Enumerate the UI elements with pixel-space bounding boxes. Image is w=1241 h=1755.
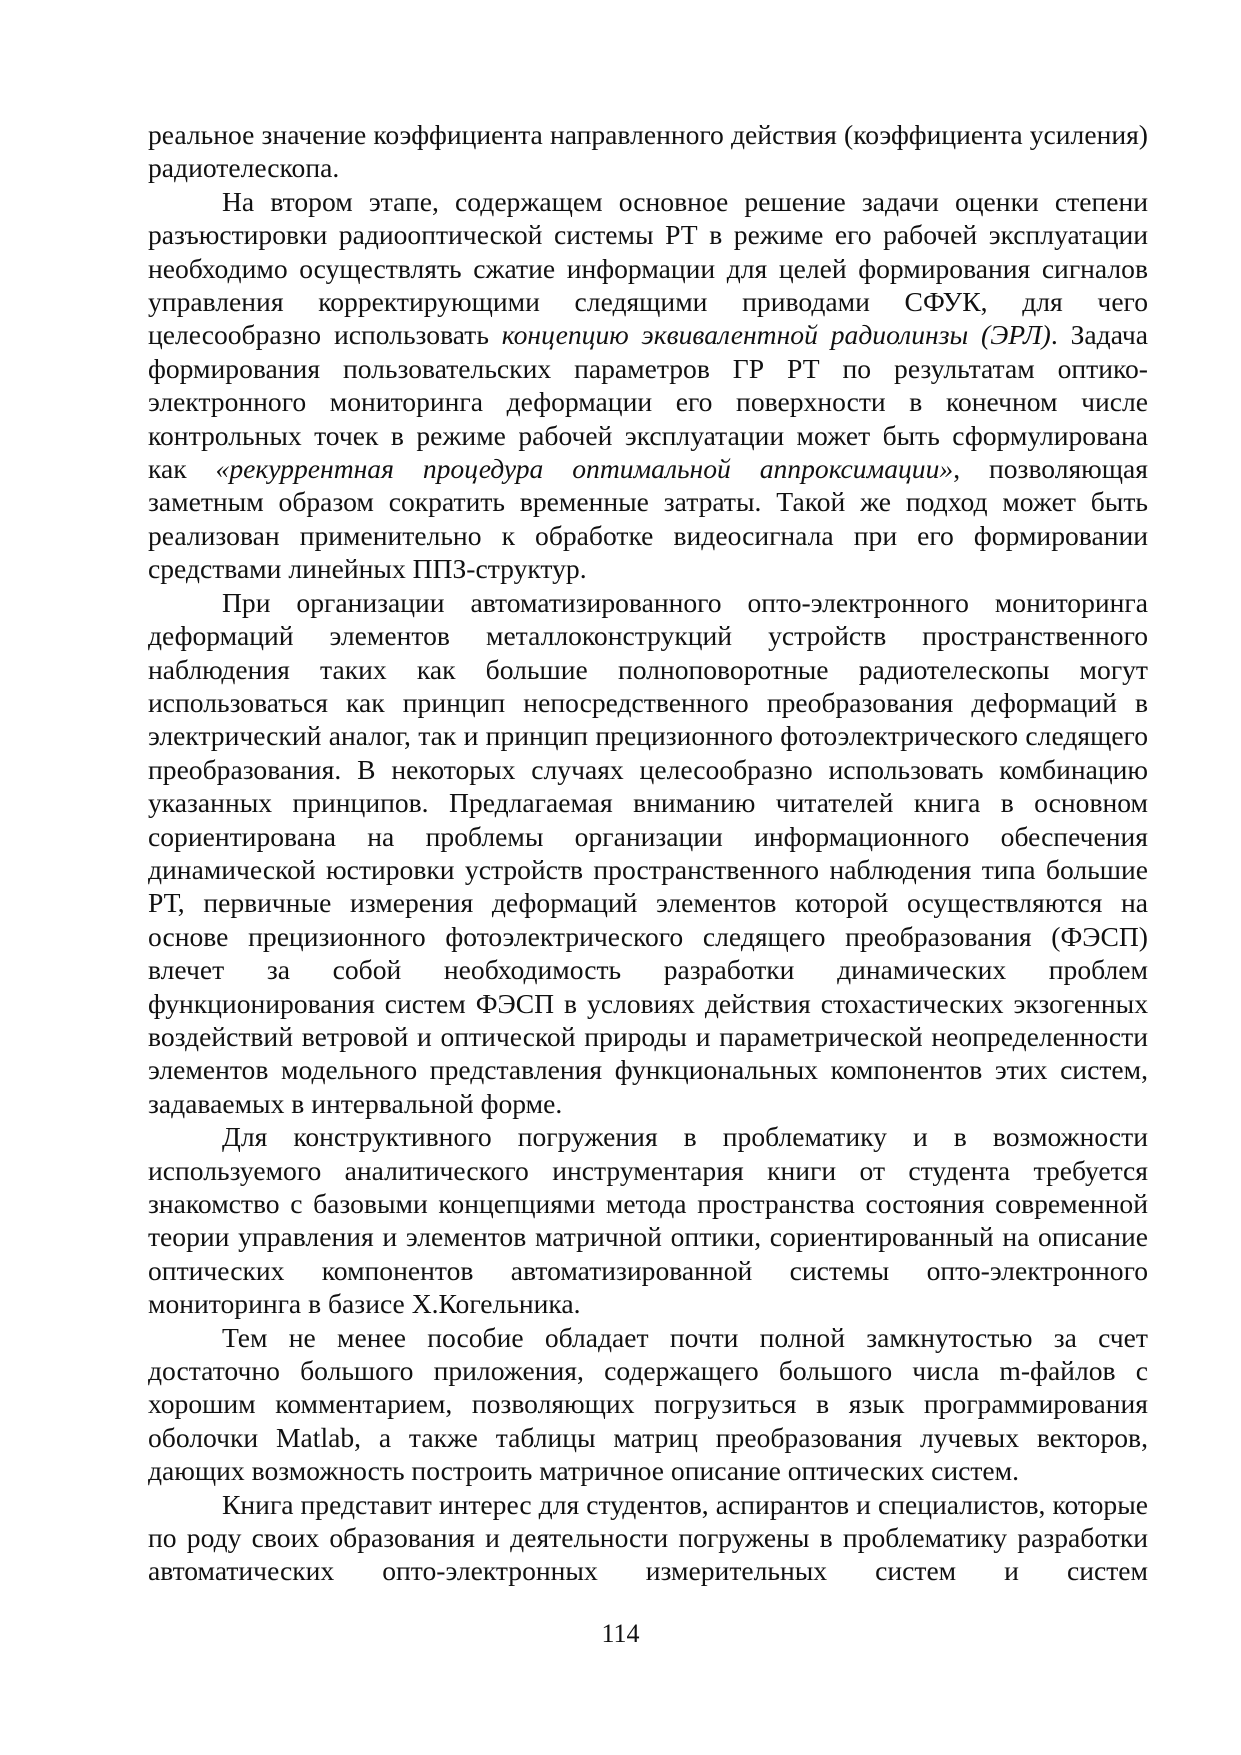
text-run: Книга представит интерес для студентов, аспирантов и специалистов, которые по роду своих образования и деятельности погружены в проблематику разработки автоматических опто-электронных измерительных систем и систем — [148, 1488, 1148, 1587]
paragraph-5 — [148, 1321, 1148, 1488]
text-run: Для конструктивного погружения в проблематику и в возможности используемого аналитического инструментария книги от студента требуется знакомство с базовыми концепциями метода пространства состояния современной теории управления и элементов матричной оптики, сориентированный на описание оптических компонентов автоматизированной системы опто-электронного мониторинга в базисе Х.Когельника. — [148, 1121, 1148, 1320]
text-run: Тем не менее пособие обладает почти полной замкнутостью за счет достаточно большого приложения, содержащего большого числа m-файлов с хорошим комментарием, позволяющих погрузиться в язык программирования оболочки Matlab, а также таблицы матриц преобразования лучевых векторов, дающих возможность построить матричное описание оптических систем. — [148, 1321, 1148, 1487]
paragraph-1 — [148, 118, 1148, 185]
text-run: . Задача формирования пользовательских параметров ГР РТ по результатам оптико-электронного мониторинга деформации его поверхности в конечном числе контрольных точек в режиме рабочей эксплуатации может быть сформулирована как — [148, 319, 1148, 485]
italic-term: «рекуррентная процедура оптимальной аппроксимации» — [215, 453, 954, 485]
text-run: реальное значение коэффициента направленного действия (коэффициента усиления) радиотелескопа. — [148, 119, 1148, 184]
paragraph-4 — [148, 1120, 1148, 1320]
paragraph-2 — [148, 185, 1148, 586]
page-number: 114 — [601, 1619, 640, 1648]
paragraph-6 — [148, 1488, 1148, 1588]
page-body — [148, 118, 1148, 1588]
italic-term: концепцию эквивалентной радиолинзы (ЭРЛ) — [501, 319, 1051, 351]
text-run: При организации автоматизированного опто-электронного мониторинга деформаций элементов металлоконструкций устройств пространственного наблюдения таких как большие полноповоротные радиотелескопы могут использоваться как принцип непосредственного преобразования деформаций в электрический аналог, так и принцип прецизионного фотоэлектрического следящего преобразования. В некоторых случаях целесообразно использовать комбинацию указанных принципов. Предлагаемая вниманию читателей книга в основном сориентирована на проблемы организации информационного обеспечения динамической юстировки устройств пространственного наблюдения типа большие РТ, первичные измерения деформаций элементов которой осуществляются на основе прецизионного фотоэлектрического следящего преобразования (ФЭСП) влечет за собой необходимость разработки динамических проблем функционирования систем ФЭСП в условиях действия стохастических экзогенных воздействий ветровой и оптической природы и параметрической неопределенности элементов модельного представления функциональных компонентов этих систем, задаваемых в интервальной форме. — [148, 586, 1148, 1119]
paragraph-3 — [148, 586, 1148, 1121]
text-run: , позволяющая заметным образом сократить временные затраты. Такой же подход может быть реализован применительно к обработке видеосигнала при его формировании средствами линейных ППЗ-структур. — [148, 453, 1148, 585]
text-run: На втором этапе, содержащем основное решение задачи оценки степени разъюстировки радиооптической системы РТ в режиме его рабочей эксплуатации необходимо осуществлять сжатие информации для целей формирования сигналов управления корректирующими следящими приводами СФУК, для чего целесообразно использовать — [148, 185, 1148, 351]
